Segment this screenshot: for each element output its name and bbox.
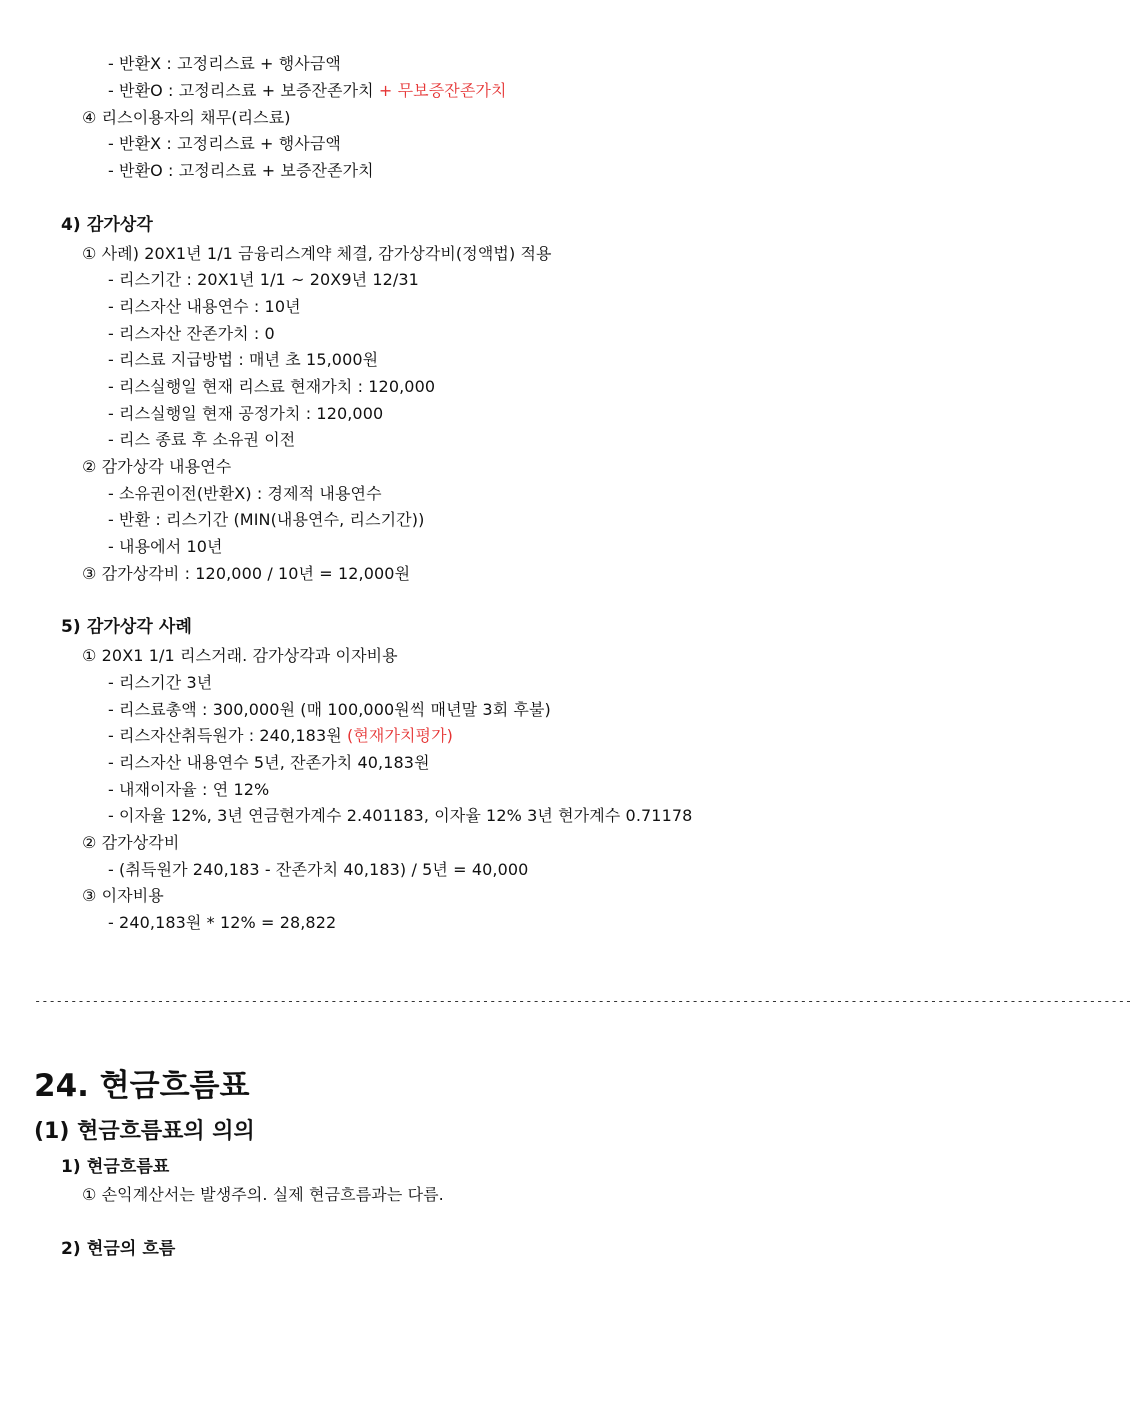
list-item: ① 20X1 1/1 리스거래. 감가상각과 이자비용 [82,646,398,665]
text-line: - 리스실행일 현재 리스료 현재가치 : 120,000 [108,377,436,396]
text-line: - 리스기간 3년 [108,673,213,692]
text-line [108,726,453,746]
list-item: ② 감가상각비 [82,833,180,852]
text-line: - 240,183원 * 12% = 28,822 [108,913,337,932]
text-line: - 반환 : 리스기간 (MIN(내용연수, 리스기간)) [108,510,425,529]
text-line: - 리스료 지급방법 : 매년 초 15,000원 [108,350,379,369]
text-segment: - 반환O : 고정리스료 + 보증잔존가치 [108,81,374,100]
list-item: ② 감가상각 내용연수 [82,457,232,476]
list-item: ③ 이자비용 [82,886,164,905]
highlight-text: (현재가치평가) [346,726,454,745]
text-line: - 리스 종료 후 소유권 이전 [108,430,296,449]
text-line [108,81,507,101]
section-heading: 4) 감가상각 [61,215,153,235]
dashed-divider: -------------------------------------------------------------------------------------------------------------------------------------------------------- [34,994,1132,1008]
text-line: - 리스자산 잔존가치 : 0 [108,324,275,343]
chapter-subtitle: (1) 현금흐름표의 의의 [34,1119,255,1144]
list-item: ① 사례) 20X1년 1/1 금융리스계약 체결, 감가상각비(정액법) 적용 [82,244,552,263]
text-line: - 반환O : 고정리스료 + 보증잔존가치 [108,161,374,180]
text-line: - 리스실행일 현재 공정가치 : 120,000 [108,404,384,423]
text-line: - (취득원가 240,183 - 잔존가치 40,183) / 5년 = 40,000 [108,860,529,879]
section-heading: 2) 현금의 흐름 [61,1239,176,1259]
text-segment: - 리스자산취득원가 : 240,183원 [108,726,342,745]
text-line: - 내용에서 10년 [108,537,223,556]
text-line: - 반환X : 고정리스료 + 행사금액 [108,134,341,153]
text-line: - 이자율 12%, 3년 연금현가계수 2.401183, 이자율 12% 3년 현가계수 0.71178 [108,806,693,825]
text-line: - 리스료총액 : 300,000원 (매 100,000원씩 매년말 3회 후불) [108,700,551,719]
list-item: ① 손익계산서는 발생주의. 실제 현금흐름과는 다름. [82,1185,444,1204]
list-item: ④ 리스이용자의 채무(리스료) [82,108,291,127]
text-line: - 소유권이전(반환X) : 경제적 내용연수 [108,484,382,503]
highlight-text: + 무보증잔존가치 [378,81,507,100]
text-line: - 리스자산 내용연수 : 10년 [108,297,301,316]
text-line: - 리스기간 : 20X1년 1/1 ~ 20X9년 12/31 [108,270,419,289]
text-line: - 내재이자율 : 연 12% [108,780,270,799]
text-line: - 리스자산 내용연수 5년, 잔존가치 40,183원 [108,753,430,772]
chapter-title: 24. 현금흐름표 [34,1068,250,1104]
text-line: - 반환X : 고정리스료 + 행사금액 [108,54,341,73]
list-item: ③ 감가상각비 : 120,000 / 10년 = 12,000원 [82,564,411,583]
section-heading: 5) 감가상각 사례 [61,617,192,637]
section-heading: 1) 현금흐름표 [61,1157,170,1177]
